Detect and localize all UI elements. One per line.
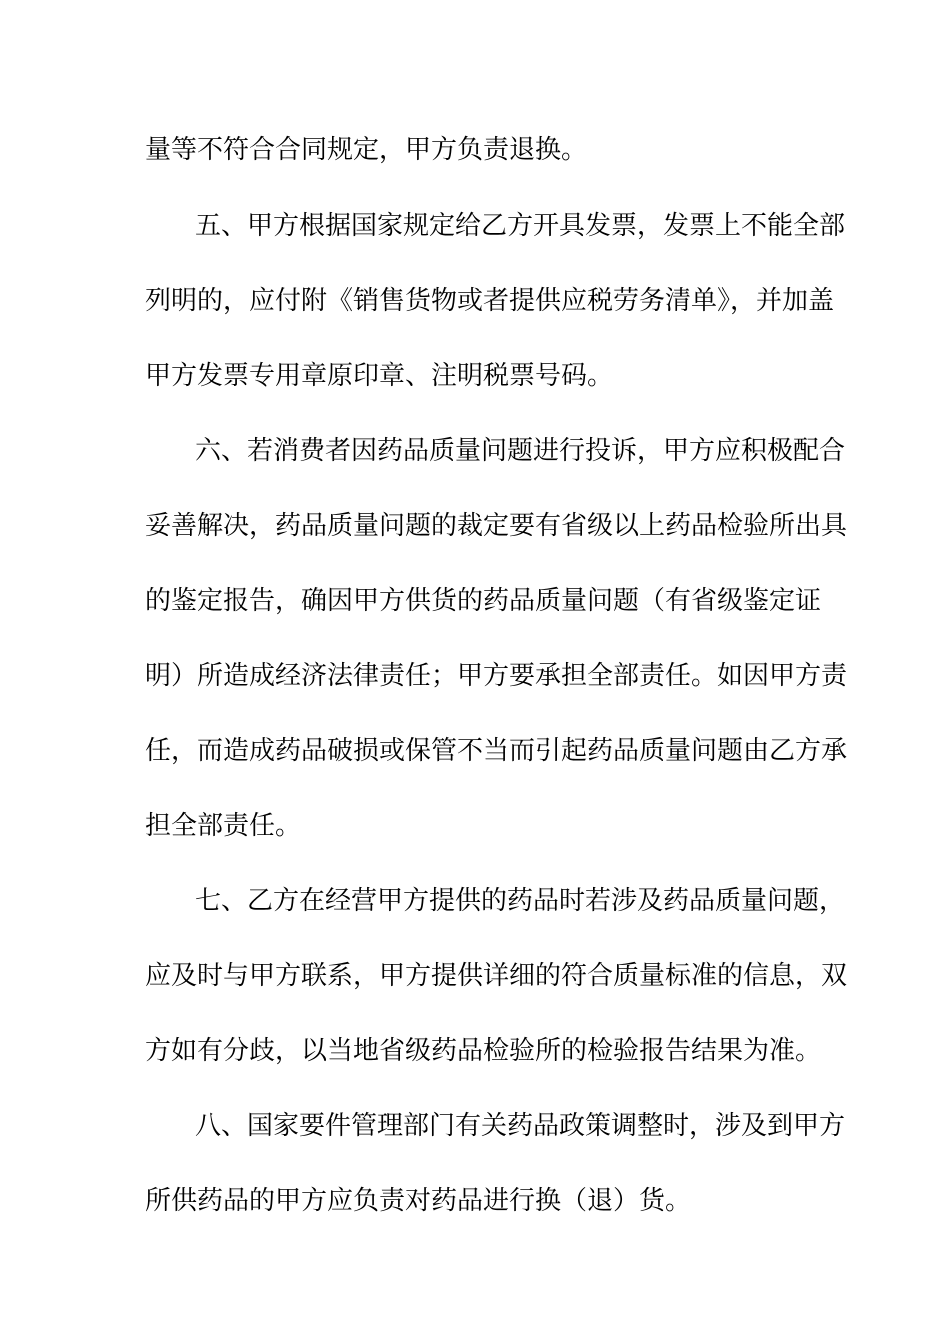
paragraph-6-line-4: 明）所造成经济法律责任；甲方要承担全部责任。如因甲方责 [145, 661, 848, 691]
paragraph-7-line-2: 应及时与甲方联系，甲方提供详细的符合质量标准的信息，双 [145, 961, 848, 991]
paragraph-7-line-1: 七、乙方在经营甲方提供的药品时若涉及药品质量问题， [195, 886, 846, 916]
paragraph-8-line-2: 所供药品的甲方应负责对药品进行换（退）货。 [145, 1186, 692, 1216]
paragraph-6-line-3: 的鉴定报告，确因甲方供货的药品质量问题（有省级鉴定证 [145, 586, 822, 616]
paragraph-5-line-1: 五、甲方根据国家规定给乙方开具发票，发票上不能全部 [195, 211, 846, 241]
text-line-1: 量等不符合合同规定，甲方负责退换。 [145, 135, 588, 165]
paragraph-5-line-3: 甲方发票专用章原印章、注明税票号码。 [145, 361, 614, 391]
paragraph-6-line-5: 任，而造成药品破损或保管不当而引起药品质量问题由乙方承 [145, 736, 848, 766]
paragraph-5-line-2: 列明的，应付附《销售货物或者提供应税劳务清单》，并加盖 [145, 286, 835, 316]
paragraph-6-line-1: 六、若消费者因药品质量问题进行投诉，甲方应积极配合 [195, 436, 846, 466]
paragraph-6-line-6: 担全部责任。 [145, 811, 302, 841]
paragraph-8-line-1: 八、国家要件管理部门有关药品政策调整时，涉及到甲方 [195, 1111, 846, 1141]
paragraph-6-line-2: 妥善解决，药品质量问题的裁定要有省级以上药品检验所出具 [145, 511, 848, 541]
paragraph-7-line-3: 方如有分歧，以当地省级药品检验所的检验报告结果为准。 [145, 1036, 822, 1066]
